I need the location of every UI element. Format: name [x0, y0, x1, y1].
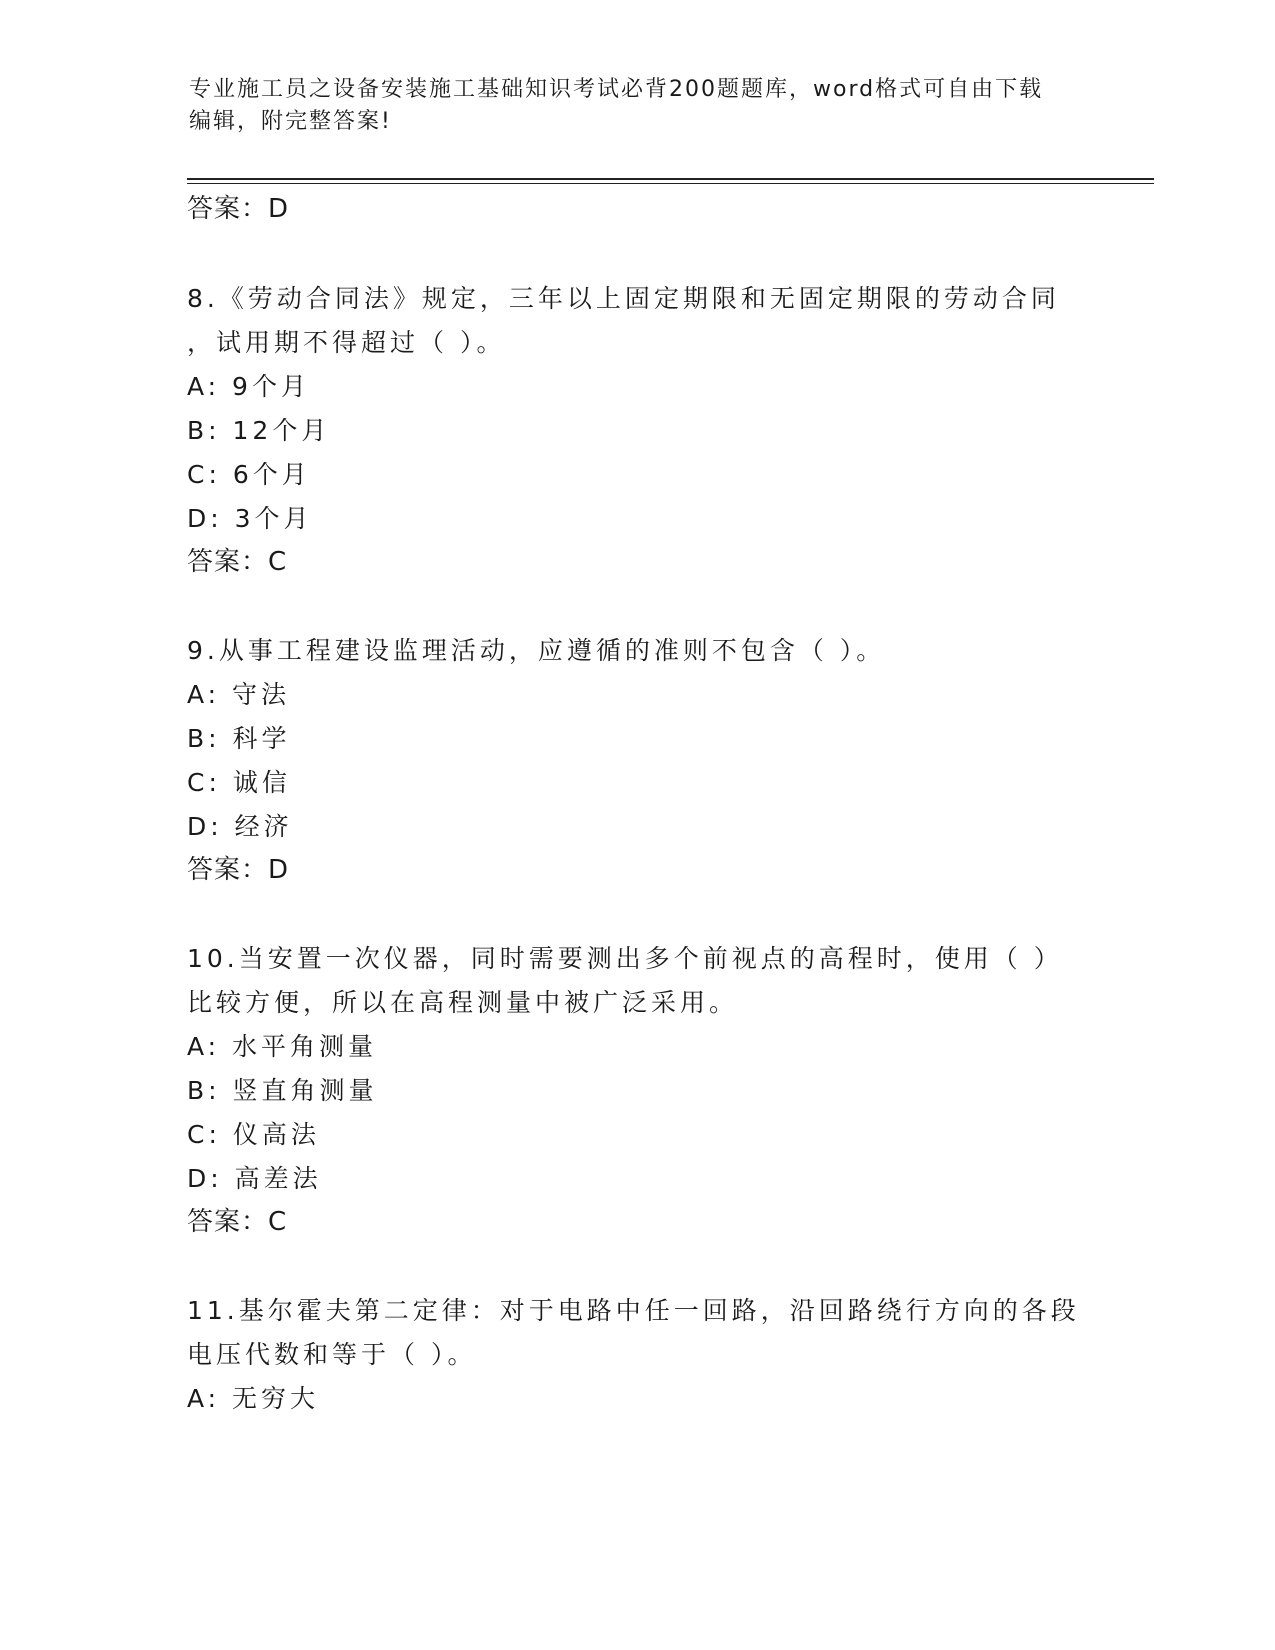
question-10-answer: 答案：C: [187, 1207, 288, 1237]
question-8-option-b: B: 12个月: [187, 416, 331, 445]
question-9-option-b: B: 科学: [187, 724, 291, 753]
question-11-stem-line-2: 电压代数和等于（ ）。: [187, 1340, 477, 1369]
question-8-option-c: C: 6个月: [187, 460, 311, 489]
question-8-stem-line-2: ，试用期不得超过（ ）。: [187, 328, 506, 357]
question-8-option-d: D: 3个月: [187, 504, 313, 533]
question-11-option-a: A: 无穷大: [187, 1384, 320, 1413]
question-10-option-c: C: 仪高法: [187, 1120, 320, 1149]
document-header: [189, 74, 1089, 138]
question-10-option-b: B: 竖直角测量: [187, 1076, 378, 1105]
question-9-stem-line-1: 9.从事工程建设监理活动，应遵循的准则不包含（ ）。: [187, 636, 886, 665]
header-rule-thin: [187, 183, 1154, 184]
question-10-stem-line-2: 比较方便，所以在高程测量中被广泛采用。: [187, 988, 739, 1017]
question-9-option-a: A: 守法: [187, 680, 291, 709]
answer-label: 答案：D: [187, 194, 290, 224]
header-rule-thick: [187, 178, 1154, 180]
question-10-option-d: D: 高差法: [187, 1164, 322, 1193]
question-9-option-d: D: 经济: [187, 812, 293, 841]
header-line-1: 专业施工员之设备安装施工基础知识考试必背200题题库，word格式可自由下载: [189, 77, 1044, 102]
question-11-stem-line-1: 11.基尔霍夫第二定律：对于电路中任一回路，沿回路绕行方向的各段: [187, 1296, 1080, 1325]
question-8-option-a: A: 9个月: [187, 372, 310, 401]
question-8-stem-line-1: 8.《劳动合同法》规定，三年以上固定期限和无固定期限的劳动合同: [187, 284, 1060, 313]
question-10-stem-line-1: 10.当安置一次仪器，同时需要测出多个前视点的高程时，使用（ ）: [187, 944, 1063, 973]
question-10-option-a: A: 水平角测量: [187, 1032, 378, 1061]
question-8-answer: 答案：C: [187, 547, 288, 577]
question-9-option-c: C: 诚信: [187, 768, 291, 797]
question-9-answer: 答案：D: [187, 855, 290, 885]
header-line-2: 编辑，附完整答案!: [189, 109, 392, 134]
